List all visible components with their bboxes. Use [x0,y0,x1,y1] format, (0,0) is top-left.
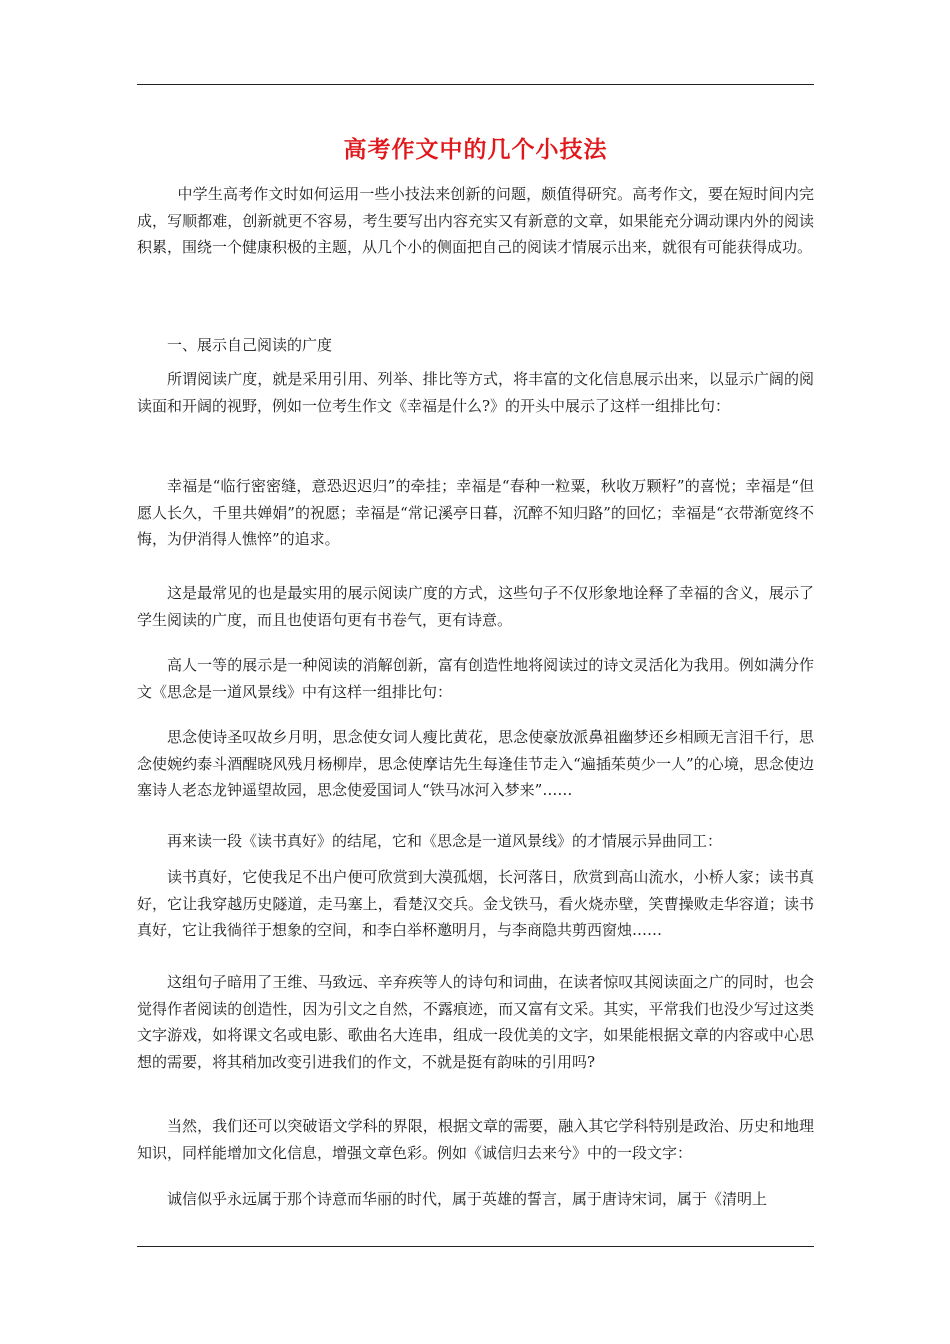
header-rule [137,84,814,85]
paragraph-reading-good-intro: 再来读一段《读书真好》的结尾，它和《思念是一道风景线》的才情展示异曲同工： [167,832,723,850]
quote-longing: 思念使诗圣叹故乡月明，思念使女词人瘦比黄花，思念使豪放派鼻祖幽梦还乡相顾无言泪千行，思念使婉约泰斗酒醒晓风残月杨柳岸，思念使摩诘先生每逢佳节走入“遍插茱萸少一人”的心境，思念使边塞诗人老态龙钟遥望故园，思念使爱国词人“铁马冰河入梦来”…… [137,728,814,799]
quote-reading-good: 读书真好，它使我足不出户便可欣赏到大漠孤烟，长河落日，欣赏到高山流水，小桥人家；读书真好，它让我穿越历史隧道，走马塞上，看楚汉交兵。金戈铁马，看火烧赤壁，笑曹操败走华容道；读书真好，它让我徜徉于想象的空间，和李白举杯邀明月，与李商隐共剪西窗烛…… [137,868,814,939]
paragraph-creative-display: 高人一等的展示是一种阅读的消解创新，富有创造性地将阅读过的诗文灵活化为我用。例如满分作文《思念是一道风景线》中有这样一组排比句： [137,656,814,701]
paragraph-cross-discipline: 当然，我们还可以突破语文学科的界限，根据文章的需要，融入其它学科特别是政治、历史和地理知识，同样能增加文化信息，增强文章色彩。例如《诚信归去来兮》中的一段文字： [137,1117,814,1162]
footer-rule [137,1246,814,1247]
paragraph-reading-breadth: 所谓阅读广度，就是采用引用、列举、排比等方式，将丰富的文化信息展示出来，以显示广阔的阅读面和开阔的视野，例如一位考生作文《幸福是什么?》的开头中展示了这样一组排比句： [137,370,814,415]
quote-happiness: 幸福是“临行密密缝，意恐迟迟归”的牵挂；幸福是“春种一粒粟，秋收万颗籽”的喜悦；幸福是“但愿人长久，千里共婵娟”的祝愿；幸福是“常记溪亭日暮，沉醉不知归路”的回忆；幸福是“衣带渐宽终不悔，为伊消得人憔悴”的追求。 [137,477,814,548]
paragraph-analysis: 这组句子暗用了王维、马致远、辛弃疾等人的诗句和词曲，在读者惊叹其阅读面之广的同时，也会觉得作者阅读的创造性，因为引文之自然，不露痕迹，而又富有文采。其实，平常我们也没少写过这类文字游戏，如将课文名或电影、歌曲名大连串，组成一段优美的文字，如果能根据文章的内容或中心思想的需要，将其稍加改变引进我们的作文，不就是挺有韵味的引用吗? [137,973,814,1071]
document-title: 高考作文中的几个小技法 [343,136,608,163]
paragraph-common-method: 这是最常见的也是最实用的展示阅读广度的方式，这些句子不仅形象地诠释了幸福的含义，展示了学生阅读的广度，而且也使语句更有书卷气，更有诗意。 [137,584,814,629]
quote-integrity: 诚信似乎永远属于那个诗意而华丽的时代，属于英雄的誓言，属于唐诗宋词，属于《清明上 [167,1190,768,1208]
paragraph-intro: 中学生高考作文时如何运用一些小技法来创新的问题，颇值得研究。高考作文，要在短时间内完成，写顺都难，创新就更不容易，考生要写出内容充实又有新意的文章，如果能充分调动课内外的阅读积累，围绕一个健康积极的主题，从几个小的侧面把自己的阅读才情展示出来，就很有可能获得成功。 [137,185,814,256]
section-heading-1: 一、展示自己阅读的广度 [167,336,333,354]
